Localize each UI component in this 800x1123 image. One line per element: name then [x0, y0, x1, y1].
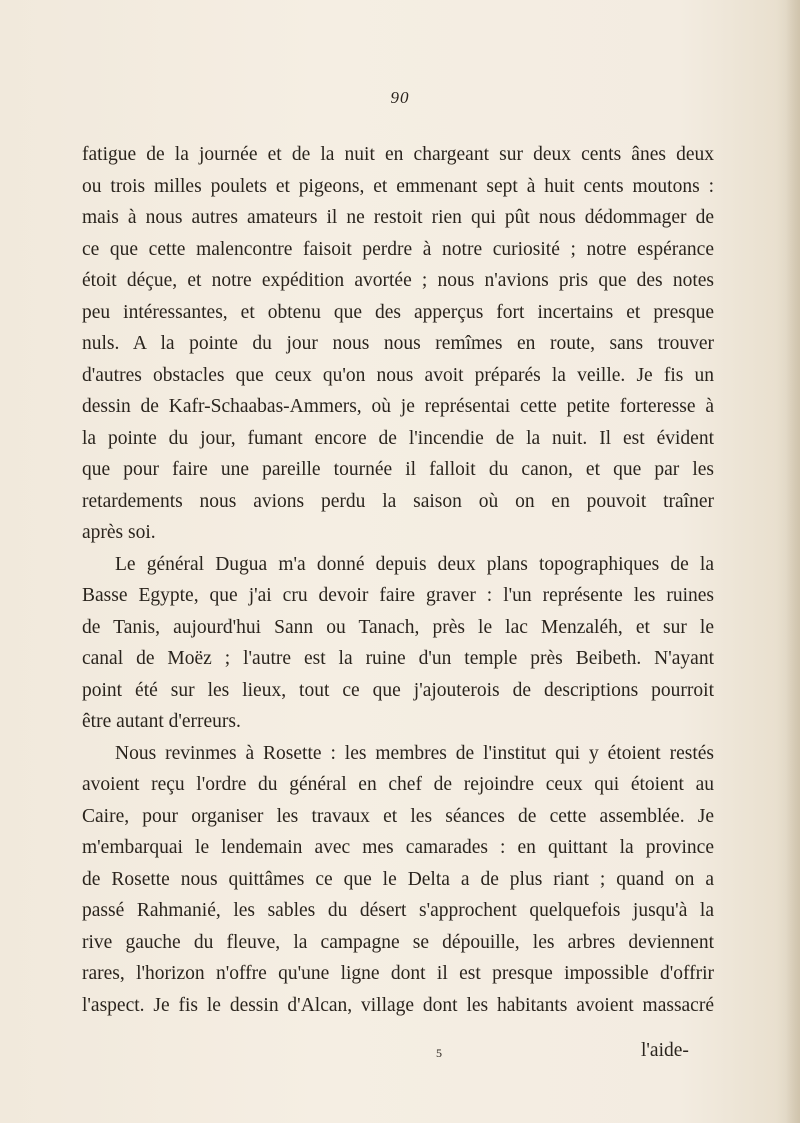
- text-line: de Rosette nous quittâmes ce que le Delta a de plus riant ; quand on a: [82, 868, 714, 890]
- text-line: passé Rahmanié, les sables du désert s'approchent quelquefois jusqu'à la: [82, 900, 714, 921]
- page-edge-shadow: [786, 0, 800, 1123]
- text-line: Caire, pour organiser les travaux et les séances de cette assemblée. Je: [82, 805, 714, 827]
- text-line: avoient reçu l'ordre du général en chef de rejoindre ceux qui étoient au: [82, 774, 714, 795]
- page-number: 90: [390, 88, 410, 107]
- text-line-paragraph-start: Nous revinmes à Rosette : les membres de l'institut qui y étoient restés: [115, 742, 714, 764]
- catchword: l'aide-: [641, 1040, 689, 1061]
- text-line: retardements nous avions perdu la saison où on en pouvoit traîner: [82, 490, 714, 512]
- signature-mark: 5: [436, 1046, 442, 1060]
- text-line: l'aspect. Je fis le dessin d'Alcan, village dont les habitants avoient massacré: [82, 994, 714, 1016]
- text-line: d'autres obstacles que ceux qu'on nous avoit préparés la veille. Je fis un: [82, 364, 714, 386]
- text-line: la pointe du jour, fumant encore de l'incendie de la nuit. Il est évident: [82, 427, 714, 449]
- text-line: étoit déçue, et notre expédition avortée ; nous n'avions pris que des notes: [82, 270, 714, 291]
- body-text: [82, 139, 714, 1021]
- text-line: rive gauche du fleuve, la campagne se dépouille, les arbres deviennent: [82, 931, 714, 953]
- page-footer: [0, 1040, 800, 1080]
- text-line: de Tanis, aujourd'hui Sann ou Tanach, près le lac Menzaléh, et sur le: [82, 616, 714, 638]
- text-line: que pour faire une pareille tournée il falloit du canon, et que par les: [82, 459, 714, 480]
- text-line: ou trois milles poulets et pigeons, et emmenant sept à huit cents moutons :: [82, 175, 714, 197]
- text-line-paragraph-start: Le général Dugua m'a donné depuis deux plans topographiques de la: [115, 553, 714, 575]
- text-line: nuls. A la pointe du jour nous nous remîmes en route, sans trouver: [82, 333, 714, 354]
- text-line: fatigue de la journée et de la nuit en chargeant sur deux cents ânes deux: [82, 144, 714, 165]
- text-line: rares, l'horizon n'offre qu'une ligne dont il est presque impossible d'offrir: [82, 963, 714, 984]
- text-line: m'embarquai le lendemain avec mes camarades : en quittant la province: [82, 837, 714, 858]
- text-line: Basse Egypte, que j'ai cru devoir faire graver : l'un représente les ruines: [82, 585, 714, 606]
- text-line: point été sur les lieux, tout ce que j'ajouterois de descriptions pourroit: [82, 679, 714, 701]
- text-line-paragraph-end: après soi.: [82, 522, 156, 543]
- text-line-paragraph-end: être autant d'erreurs.: [82, 711, 241, 732]
- text-line: mais à nous autres amateurs il ne restoit rien qui pût nous dédommager de: [82, 207, 714, 228]
- text-line: peu intéressantes, et obtenu que des apperçus fort incertains et presque: [82, 301, 714, 323]
- text-line: ce que cette malencontre faisoit perdre à notre curiosité ; notre espérance: [82, 238, 714, 260]
- text-line: dessin de Kafr-Schaabas-Ammers, où je représentai cette petite forteresse à: [82, 396, 714, 417]
- text-line: canal de Moëz ; l'autre est la ruine d'un temple près Beibeth. N'ayant: [82, 648, 714, 669]
